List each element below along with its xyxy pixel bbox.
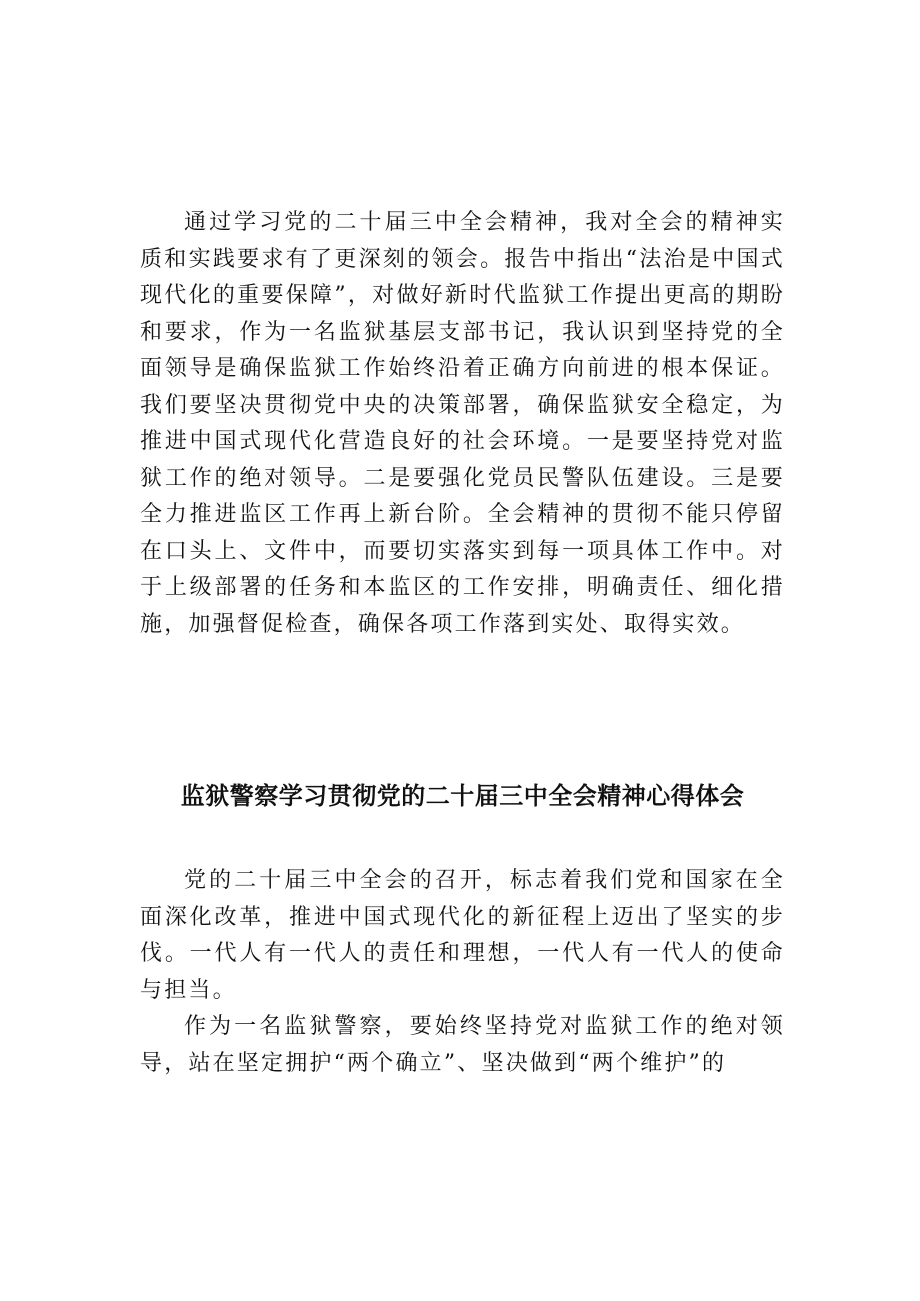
article-title: 监狱警察学习贯彻党的二十届三中全会精神心得体会 [180, 782, 745, 810]
intro-section [140, 205, 785, 643]
article-body [140, 863, 785, 1082]
intro-paragraph: 通过学习党的二十届三中全会精神，我对全会的精神实质和实践要求有了更深刻的领会。报告中指出“法治是中国式现代化的重要保障”，对做好新时代监狱工作提出更高的期盼和要求，作为一名监狱基层支部书记，我认识到坚持党的全面领导是确保监狱工作始终沿着正确方向前进的根本保证。我们要坚决贯彻党中央的决策部署，确保监狱安全稳定，为推进中国式现代化营造良好的社会环境。一是要坚持党对监狱工作的绝对领导。二是要强化党员民警队伍建设。三是要全力推进监区工作再上新台阶。全会精神的贯彻不能只停留在口头上、文件中，而要切实落实到每一项具体工作中。对于上级部署的任务和本监区的工作安排，明确责任、细化措施，加强督促检查，确保各项工作落到实处、取得实效。 [140, 210, 785, 637]
article-paragraph-1: 党的二十届三中全会的召开，标志着我们党和国家在全面深化改革，推进中国式现代化的新征程上迈出了坚实的步伐。一代人有一代人的责任和理想，一代人有一代人的使命与担当。 [140, 868, 785, 1003]
article-paragraph-2: 作为一名监狱警察，要始终坚持党对监狱工作的绝对领导，站在坚定拥护“两个确立”、坚决做到“两个维护”的 [140, 1014, 785, 1076]
